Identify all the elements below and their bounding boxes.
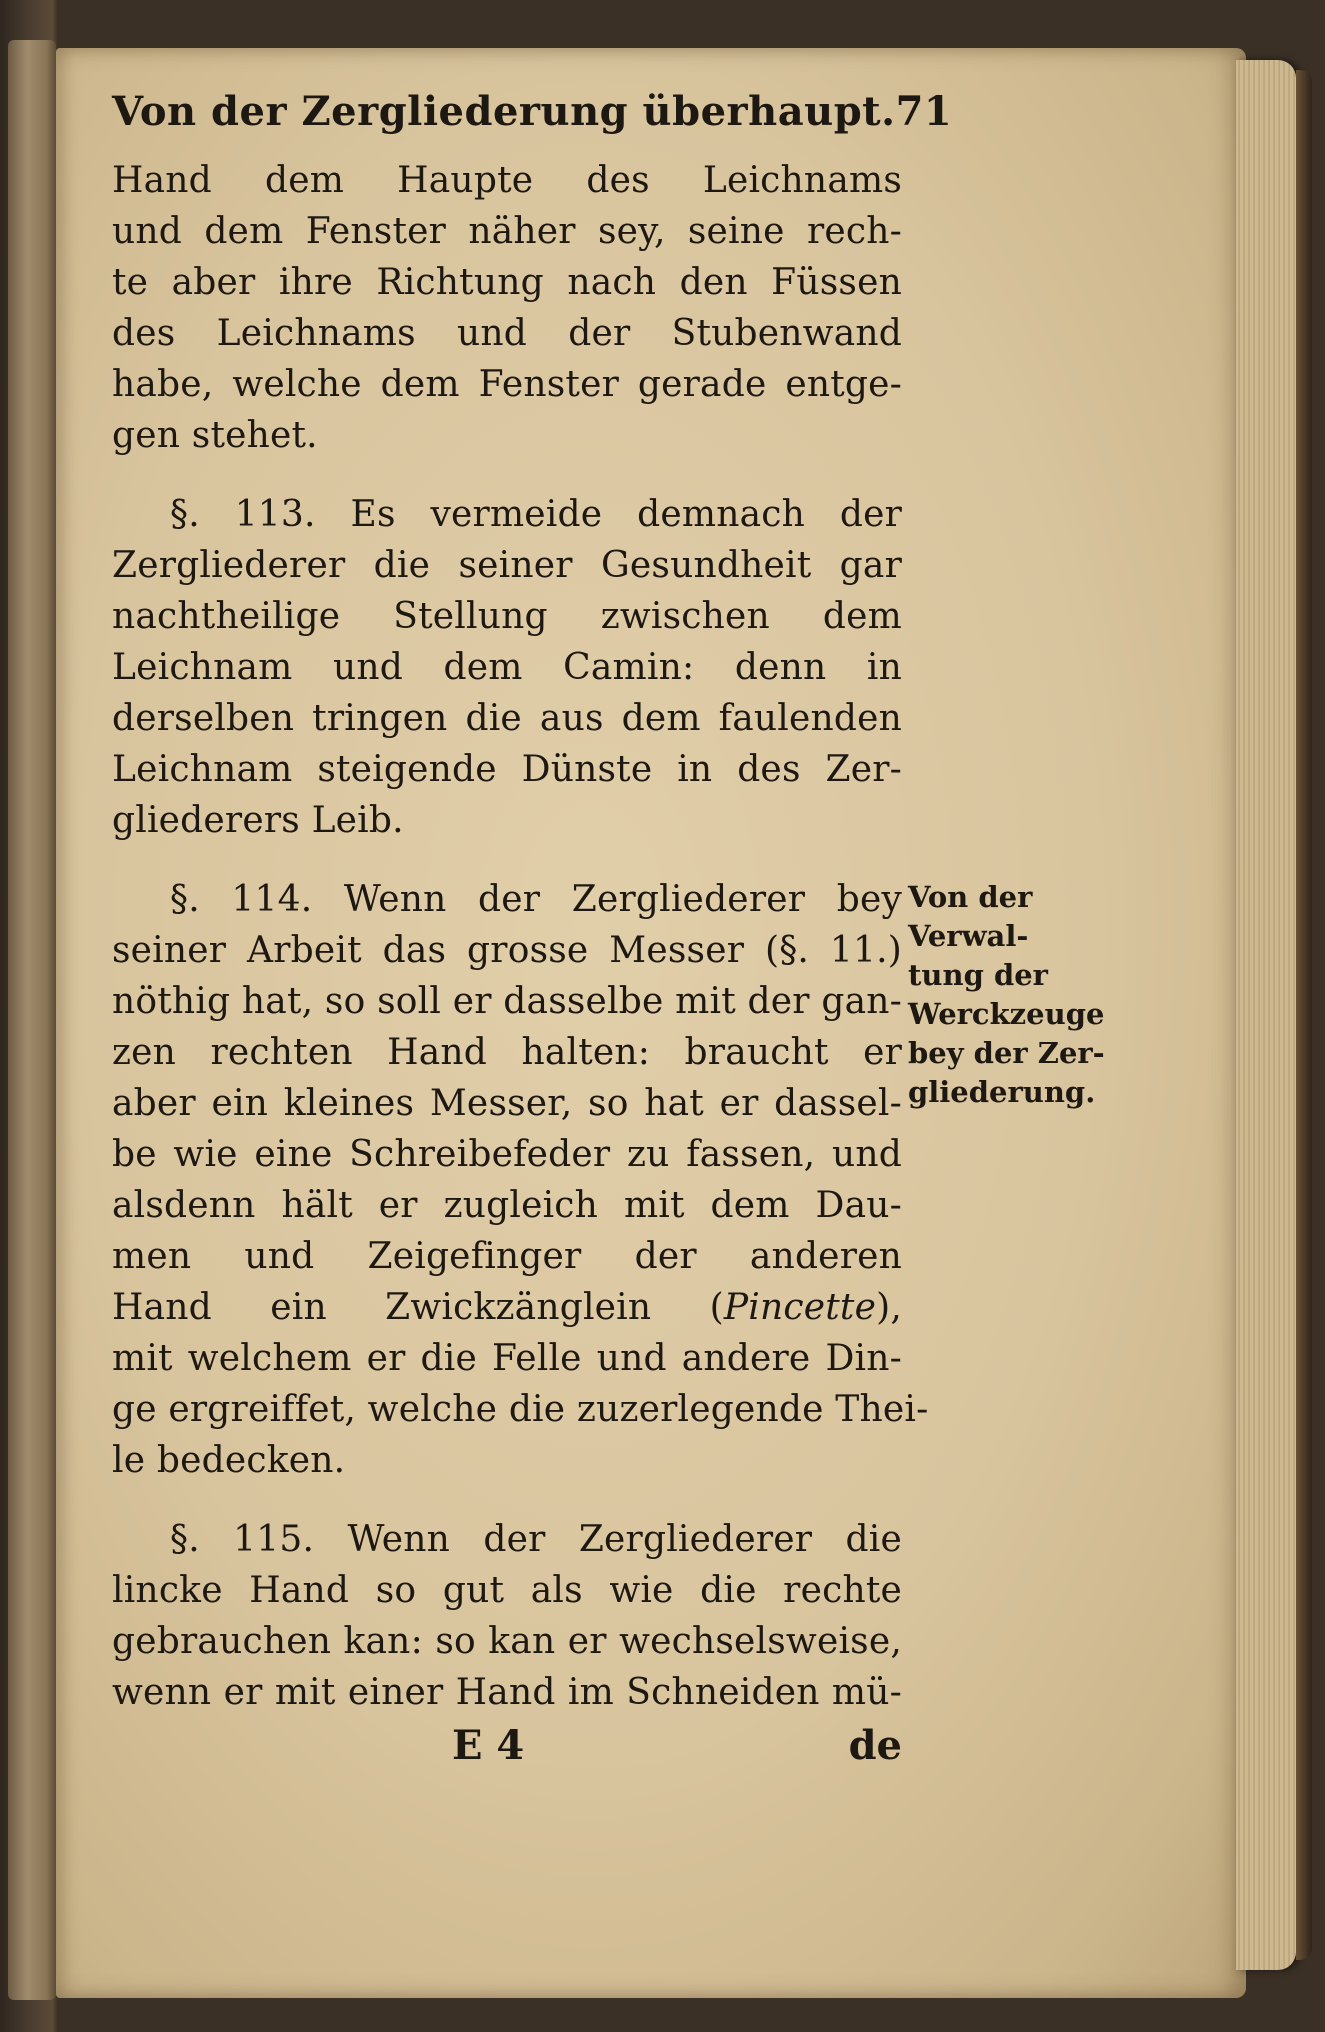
text-line: Hand dem Haupte des Leichnams (112, 160, 902, 201)
text-line: zen rechten Hand halten: braucht er (112, 1032, 902, 1073)
page-number: 71 (895, 88, 953, 135)
text-line: Leichnam steigende Dünste in des Zer- (112, 749, 902, 790)
text-line: lincke Hand so gut als wie die rechte (112, 1570, 902, 1611)
paragraph-continuation (112, 155, 902, 461)
text-line: ge ergreiffet, welche die zuzerlegende Thei- (112, 1389, 929, 1430)
text-line: derselben tringen die aus dem faulenden (112, 698, 902, 739)
text-line: te aber ihre Richtung nach den Füssen (112, 262, 902, 303)
text-line: Zergliederer die seiner Gesundheit gar (112, 545, 902, 586)
paragraph-114 (112, 874, 929, 1486)
main-text-block (112, 88, 953, 1769)
marginal-line: tung der (908, 958, 1048, 992)
running-head-title: Von der Zergliederung überhaupt. (112, 88, 896, 135)
text-line: gliederers Leib. (112, 800, 404, 841)
text-line: alsdenn hält er zugleich mit dem Dau- (112, 1185, 902, 1226)
marginal-line: Von der (908, 880, 1033, 914)
text-line: nöthig hat, so soll er dasselbe mit der gan- (112, 981, 902, 1022)
page-footer (112, 1722, 902, 1769)
book-spine-edge (8, 40, 56, 2000)
paragraph-115 (112, 1514, 902, 1718)
text-line: §. 114. Wenn der Zergliederer bey (170, 879, 902, 920)
marginal-note (908, 878, 1105, 1112)
text-line: habe, welche dem Fenster gerade entge- (112, 364, 902, 405)
paragraph-113 (112, 489, 902, 846)
text-line: gebrauchen kan: so kan er wechselsweise, (112, 1621, 902, 1662)
signature-mark: E 4 (452, 1722, 525, 1769)
marginal-line: bey der Zer- (908, 1036, 1105, 1070)
text-line: nachtheilige Stellung zwischen dem (112, 596, 902, 637)
text-line: gen stehet. (112, 415, 318, 456)
text-line: und dem Fenster näher sey, seine rech- (112, 211, 902, 252)
text-line: men und Zeigefinger der anderen (112, 1236, 902, 1277)
marginal-line: gliederung. (908, 1075, 1096, 1109)
text-line: seiner Arbeit das grosse Messer (§. 11.) (112, 930, 902, 971)
text-line: Hand ein Zwickzänglein (Pincette), (112, 1287, 902, 1328)
marginal-line: Werckzeuge (908, 997, 1105, 1031)
text-line: be wie eine Schreibefeder zu fassen, und (112, 1134, 902, 1175)
marginal-line: Verwal- (908, 919, 1029, 953)
text-line: wenn er mit einer Hand im Schneiden mü- (112, 1672, 902, 1713)
text-line: mit welchem er die Felle und andere Din- (112, 1338, 902, 1379)
text-line: §. 113. Es vermeide demnach der (170, 494, 902, 535)
text-line: §. 115. Wenn der Zergliederer die (170, 1519, 902, 1560)
text-line: Leichnam und dem Camin: denn in (112, 647, 902, 688)
text-line: le bedecken. (112, 1440, 346, 1481)
catchword: de (848, 1722, 902, 1769)
text-line: aber ein kleines Messer, so hat er dassel- (112, 1083, 902, 1124)
running-head (112, 88, 953, 135)
page-stack-edge (1236, 60, 1296, 1970)
text-line: des Leichnams und der Stubenwand (112, 313, 902, 354)
